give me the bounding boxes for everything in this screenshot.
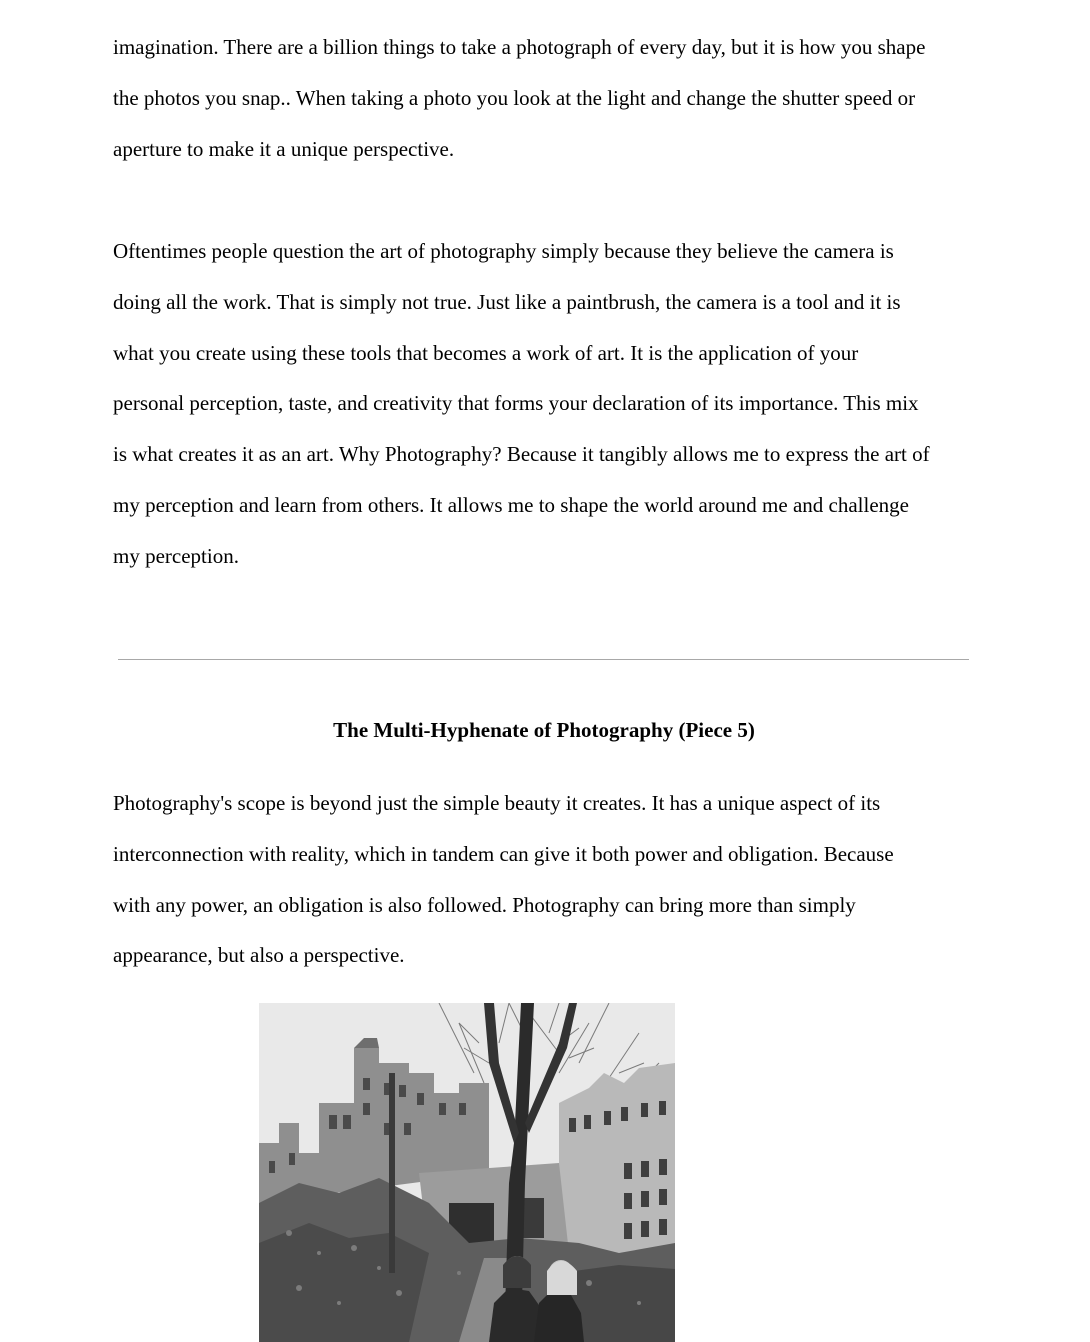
text-line: appearance, but also a perspective. (113, 943, 405, 968)
paragraph-oftentimes (113, 226, 983, 582)
section-divider (118, 659, 969, 660)
text-line: interconnection with reality, which in tandem can give it both power and obligation. Because (113, 841, 894, 866)
text-line: with any power, an obligation is also followed. Photography can bring more than simply (113, 892, 856, 917)
text-line: Photography's scope is beyond just the simple beauty it creates. It has a unique aspect of its (113, 791, 881, 815)
photo-pole (389, 1073, 395, 1273)
text-line: doing all the work. That is simply not true. Just like a paintbrush, the camera is a tool and it is (113, 289, 901, 314)
text-line: imagination. There are a billion things to take a photograph of every day, but it is how you shape (113, 35, 926, 59)
text-line: my perception. (113, 543, 239, 568)
text-line: Oftentimes people question the art of photography simply because they believe the camera is (113, 239, 894, 263)
text-line: personal perception, taste, and creativity that forms your declaration of its importance. This mix (113, 391, 919, 416)
paragraph-imagination (113, 22, 983, 174)
section-heading: The Multi-Hyphenate of Photography (Piece 5) (333, 718, 755, 742)
text-line: is what creates it as an art. Why Photography? Because it tangibly allows me to express the art of (113, 442, 930, 467)
text-line: aperture to make it a unique perspective. (113, 136, 455, 161)
paragraph-photography-scope (113, 778, 983, 981)
text-line: what you create using these tools that becomes a work of art. It is the application of your (113, 340, 859, 365)
text-line: the photos you snap.. When taking a photo you look at the light and change the shutter speed or (113, 85, 916, 110)
ruins-photograph (259, 1003, 675, 1342)
text-line: my perception and learn from others. It allows me to shape the world around me and challenge (113, 492, 909, 517)
